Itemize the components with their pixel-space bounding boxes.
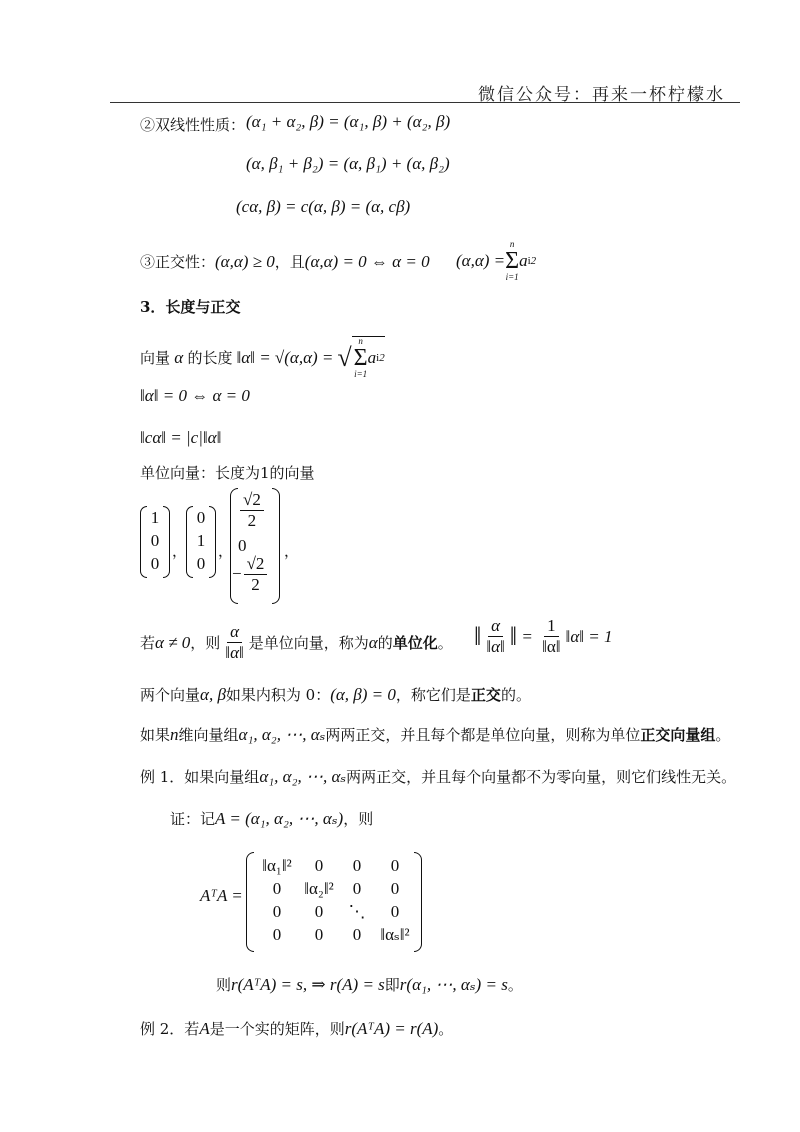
- v3-bot-den: 2: [251, 575, 260, 595]
- v2-entry: 1: [196, 531, 206, 550]
- on-vars: α₁, α₂, ⋯, αₛ: [238, 725, 326, 744]
- sum-lower-2: i=1: [354, 369, 368, 379]
- normalize-identity: ‖ $\frac{\alpha}{‖\alpha‖}$ ‖ = $\frac{1}{‖\alpha‖}$ ‖α‖ = 1: [474, 616, 613, 657]
- od-text4: 的。: [500, 686, 531, 704]
- v3-top-den: 2: [247, 511, 257, 531]
- gram-matrix: [246, 852, 422, 952]
- sum-upper-2: n: [358, 336, 363, 346]
- norm-text3: 是单位向量，称为: [248, 634, 369, 653]
- matrix-cell: 0: [352, 925, 362, 944]
- norm-bold: 单位化: [392, 634, 438, 653]
- id-frac-den: ‖α‖: [486, 637, 505, 657]
- matrix-cell: 0: [314, 902, 324, 921]
- bilinear-eq2: (α, β₁ + β₂) = (α, β₁) + (α, β₂): [246, 154, 450, 173]
- v1-entry: 0: [150, 531, 160, 550]
- orthogonality-line: [140, 251, 430, 272]
- od-eq: (α, β) = 0: [330, 685, 396, 704]
- matrix-cell: 0: [390, 879, 400, 898]
- comma-2: ，: [218, 542, 234, 560]
- v2-entry: 0: [196, 508, 206, 527]
- id-rhs-end: ‖α‖ = 1: [565, 626, 613, 646]
- norm-text5: 。: [437, 634, 453, 653]
- length-intro2: 的长度: [187, 349, 233, 367]
- matrix-cell: 0: [352, 879, 362, 898]
- id-rhs-den: ‖α‖: [542, 637, 561, 657]
- matrix-cell: 0: [314, 856, 324, 875]
- comma-1: ，: [172, 542, 188, 560]
- orthogonal-def: [140, 684, 531, 705]
- on-bold: 正交向量组: [640, 726, 716, 744]
- proof-text1: 证：记: [170, 810, 216, 828]
- matrix-cell: 0: [272, 902, 282, 921]
- example2: [140, 1018, 453, 1039]
- v3-top-frac: [238, 490, 266, 532]
- unit-vector-def: 单位向量：长度为1的向量: [140, 464, 315, 482]
- header-rule: [110, 102, 740, 103]
- bilinear-label: ②双线性性质：: [140, 116, 246, 134]
- unit-vector-1: [140, 506, 170, 578]
- sum-symbol: n Σ i=1: [505, 239, 520, 282]
- comma-3: ，: [284, 542, 300, 560]
- sum-symbol-2: n Σ i=1: [353, 336, 368, 379]
- matrix-cell: 0: [390, 856, 400, 875]
- on-text1: 如果: [140, 726, 171, 744]
- section3-title: 3．长度与正交: [140, 298, 241, 316]
- norm-text4: 的: [377, 634, 393, 653]
- norm-frac-num: α: [227, 622, 242, 643]
- ex2-text2: 是一个实的矩阵，则: [209, 1020, 345, 1038]
- v3-mid: 0: [238, 536, 247, 555]
- unit-vector-2: [186, 506, 216, 578]
- orth-label: ③正交性：: [140, 253, 216, 271]
- ex1-text2: 两两正交，并且每个向量都不为零向量，则它们线性无关。: [346, 768, 737, 786]
- norm-cond: α ≠ 0: [155, 632, 191, 652]
- v3-bot-frac: − $\frac{√2}{2}$: [232, 554, 269, 596]
- matrix-cell: 0: [272, 925, 282, 944]
- ex1-vars: α₁, α₂, ⋯, αₛ: [259, 767, 347, 786]
- sqrt-sum: √ n Σ i=1 a i 2: [337, 336, 385, 379]
- v1-entry: 0: [150, 554, 160, 573]
- pc-eq2: r(α₁, ⋯, αₛ) = s: [399, 975, 508, 994]
- od-bold: 正交: [470, 686, 501, 704]
- v3-top-num: √2: [240, 490, 264, 511]
- od-text3: ，称它们是: [395, 686, 471, 704]
- norm-text2: ，则: [190, 634, 221, 653]
- proof-text2: ，则: [343, 810, 374, 828]
- length-intro: 向量: [140, 349, 171, 367]
- on-text2: 维向量组: [178, 726, 239, 744]
- length-scalar: ‖cα‖ = |c|‖α‖: [140, 428, 222, 447]
- orthonormal-def: [140, 724, 730, 745]
- norm-text1: 若: [140, 634, 156, 653]
- pc-mid: 即: [384, 976, 400, 994]
- length-zero: ‖α‖ = 0 ⇔ α = 0: [140, 386, 250, 405]
- ex2-text1: 例 2．若: [140, 1020, 200, 1038]
- matrix-cell: 0: [314, 925, 324, 944]
- example1: [140, 766, 736, 787]
- proof-eq: A = (α₁, α₂, ⋯, αₛ): [215, 809, 344, 828]
- ex1-text1: 例 1．如果向量组: [140, 768, 260, 786]
- bilinear-eq1: (α₁ + α₂, β) = (α₁, β) + (α₂, β): [246, 112, 451, 131]
- od-text1: 两个向量: [140, 686, 201, 704]
- id-frac-num: α: [488, 616, 503, 637]
- od-text2: 如果内积为 0：: [225, 686, 331, 704]
- ex2-var: A: [199, 1019, 210, 1038]
- sum-term-2: a: [367, 348, 377, 367]
- on-text3: 两两正交，并且每个都是单位向量，则称为单位: [325, 726, 641, 744]
- header-title: 微信公众号：再来一杯柠檬水: [478, 85, 725, 105]
- unit-vector-3: [230, 488, 280, 604]
- orth-sum: (α,α) = n Σ i=1 a i 2: [456, 239, 537, 282]
- matrix-cell: ‖αₛ‖²: [380, 925, 410, 944]
- on-text4: 。: [715, 726, 731, 744]
- matrix-cell: 0: [272, 879, 282, 898]
- on-n: n: [170, 725, 179, 744]
- matrix-cell: ‖α₂‖²: [304, 879, 334, 898]
- orth-sum-lhs: (α,α) =: [456, 251, 506, 270]
- v1-entry: 1: [150, 508, 160, 527]
- sum-term: a: [519, 251, 528, 270]
- proof-conclusion: [216, 974, 523, 995]
- sum-lower: i=1: [505, 272, 519, 282]
- length-def: 向量 α 的长度 ‖α‖ = √(α,α) = √ n Σ i=1 a i 2: [140, 336, 385, 379]
- id-rhs-num: 1: [544, 616, 559, 637]
- matrix-cell: ⋱: [348, 902, 366, 921]
- matrix-cell: 0: [352, 856, 362, 875]
- length-formula: ‖α‖ = √(α,α) =: [236, 347, 334, 367]
- bilinear-eq3: (cα, β) = c(α, β) = (α, cβ): [236, 197, 411, 216]
- matrix-lhs: AᵀA =: [200, 886, 243, 905]
- pc-end: 。: [507, 976, 523, 994]
- v3-bot-num: √2: [244, 554, 268, 575]
- matrix-cell: 0: [390, 902, 400, 921]
- pc-eq: r(AᵀA) = s, ⇒ r(A) = s: [231, 975, 385, 994]
- orth-conj: ，且: [274, 253, 305, 271]
- pc-pre: 则: [216, 976, 232, 994]
- ex2-eq: r(AᵀA) = r(A): [344, 1019, 439, 1038]
- normalize-line: 若 α ≠ 0 ，则 $\frac{\alpha}{‖\alpha‖}$ 是单位向量，称为 α 的 单位化 。: [140, 622, 453, 663]
- proof-intro: [170, 808, 373, 829]
- orth-part1: (α,α) ≥ 0: [215, 252, 275, 271]
- ex2-text3: 。: [438, 1020, 454, 1038]
- matrix-cell: ‖α₁‖²: [262, 856, 292, 875]
- orth-part2: (α,α) = 0 ⇔ α = 0: [304, 252, 430, 271]
- sum-upper: n: [509, 239, 515, 249]
- norm-frac-den: ‖α‖: [225, 643, 244, 663]
- v2-entry: 0: [196, 554, 206, 573]
- od-vars: α, β: [200, 685, 226, 704]
